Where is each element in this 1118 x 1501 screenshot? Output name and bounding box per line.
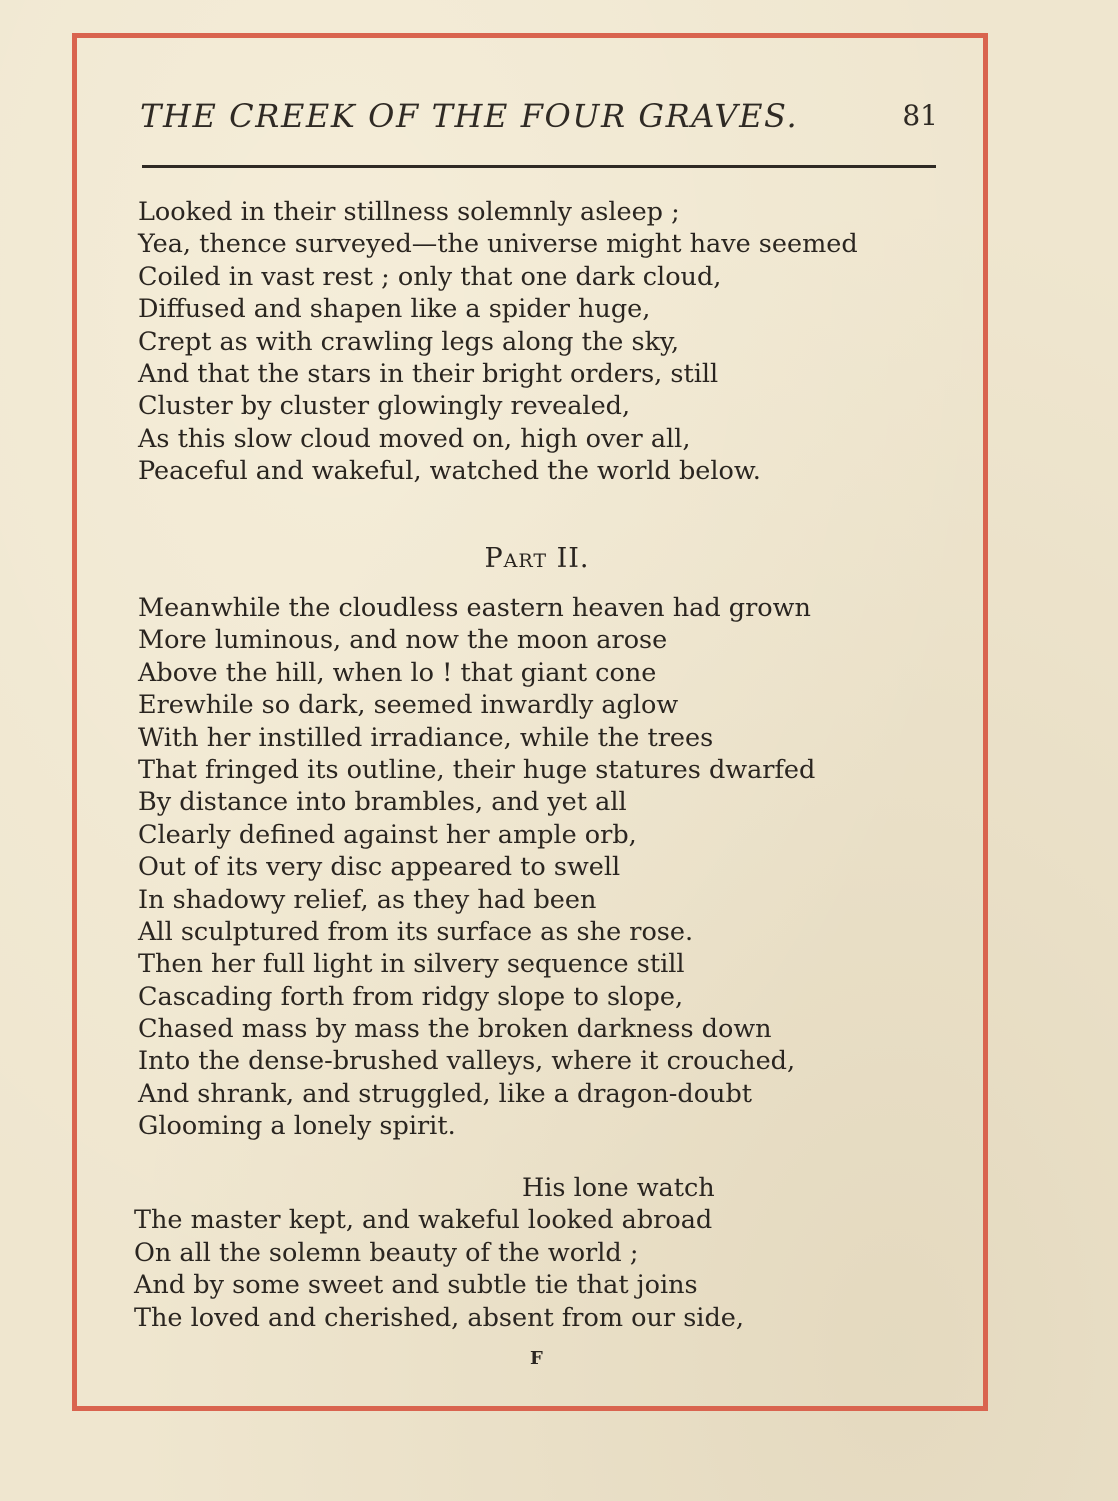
verse-line: Clearly defined against her ample orb,	[138, 819, 637, 850]
verse-line: Into the dense-brushed valleys, where it crouched,	[138, 1046, 796, 1077]
verse-line: Meanwhile the cloudless eastern heaven had grown	[138, 593, 811, 623]
verse-line: All sculptured from its surface as she rose.	[138, 916, 694, 947]
part-heading	[0, 543, 1074, 574]
verse-line: As this slow cloud moved on, high over all,	[138, 423, 691, 454]
verse-line: Coiled in vast rest ; only that one dark cloud,	[138, 261, 722, 292]
verse-line: Looked in their stillness solemnly asleep ;	[138, 197, 680, 227]
verse-line: Out of its very disc appeared to swell	[138, 852, 621, 883]
verse-line: Cascading forth from ridgy slope to slope,	[138, 981, 684, 1012]
page-number: 81	[902, 99, 938, 132]
running-head	[140, 97, 940, 145]
running-title: THE CREEK OF THE FOUR GRAVES.	[140, 97, 799, 135]
verse-line: Peaceful and wakeful, watched the world below.	[138, 456, 761, 487]
verse-line: Diffused and shapen like a spider huge,	[138, 294, 651, 325]
verse-line: With her instilled irradiance, while the trees	[138, 722, 714, 753]
verse-line: In shadowy relief, as they had been	[138, 884, 597, 915]
verse-line: And shrank, and struggled, like a dragon-doubt	[138, 1078, 753, 1109]
verse-line: Cluster by cluster glowingly revealed,	[138, 391, 631, 422]
part-heading-text: Part II.	[484, 543, 590, 574]
verse-line: By distance into brambles, and yet all	[138, 787, 627, 818]
verse-line: On all the solemn beauty of the world ;	[134, 1237, 639, 1268]
verse-line: And by some sweet and subtle tie that joins	[134, 1270, 698, 1301]
stanza-2	[138, 592, 815, 1143]
verse-line: Crept as with crawling legs along the sky,	[138, 326, 680, 357]
stanza-1	[138, 196, 858, 488]
verse-line: Yea, thence surveyed—the universe might have seemed	[138, 229, 858, 260]
verse-line: The loved and cherished, absent from our side,	[134, 1302, 744, 1333]
verse-line: The master kept, and wakeful looked abroad	[134, 1205, 713, 1236]
verse-line: Above the hill, when lo ! that giant cone	[138, 657, 657, 688]
verse-line: That fringed its outline, their huge statures dwarfed	[138, 754, 816, 785]
verse-line-indented: His lone watch	[522, 1173, 715, 1203]
verse-line: More luminous, and now the moon arose	[138, 625, 668, 656]
verse-line: Glooming a lonely spirit.	[138, 1111, 456, 1142]
verse-line: Erewhile so dark, seemed inwardly aglow	[138, 690, 679, 721]
signature-mark: F	[530, 1348, 543, 1369]
header-rule	[142, 165, 936, 168]
stanza-3	[134, 1172, 744, 1334]
verse-line: And that the stars in their bright orders, still	[138, 358, 719, 389]
verse-line: Chased mass by mass the broken darkness down	[138, 1014, 772, 1045]
verse-line: Then her full light in silvery sequence still	[138, 949, 685, 980]
